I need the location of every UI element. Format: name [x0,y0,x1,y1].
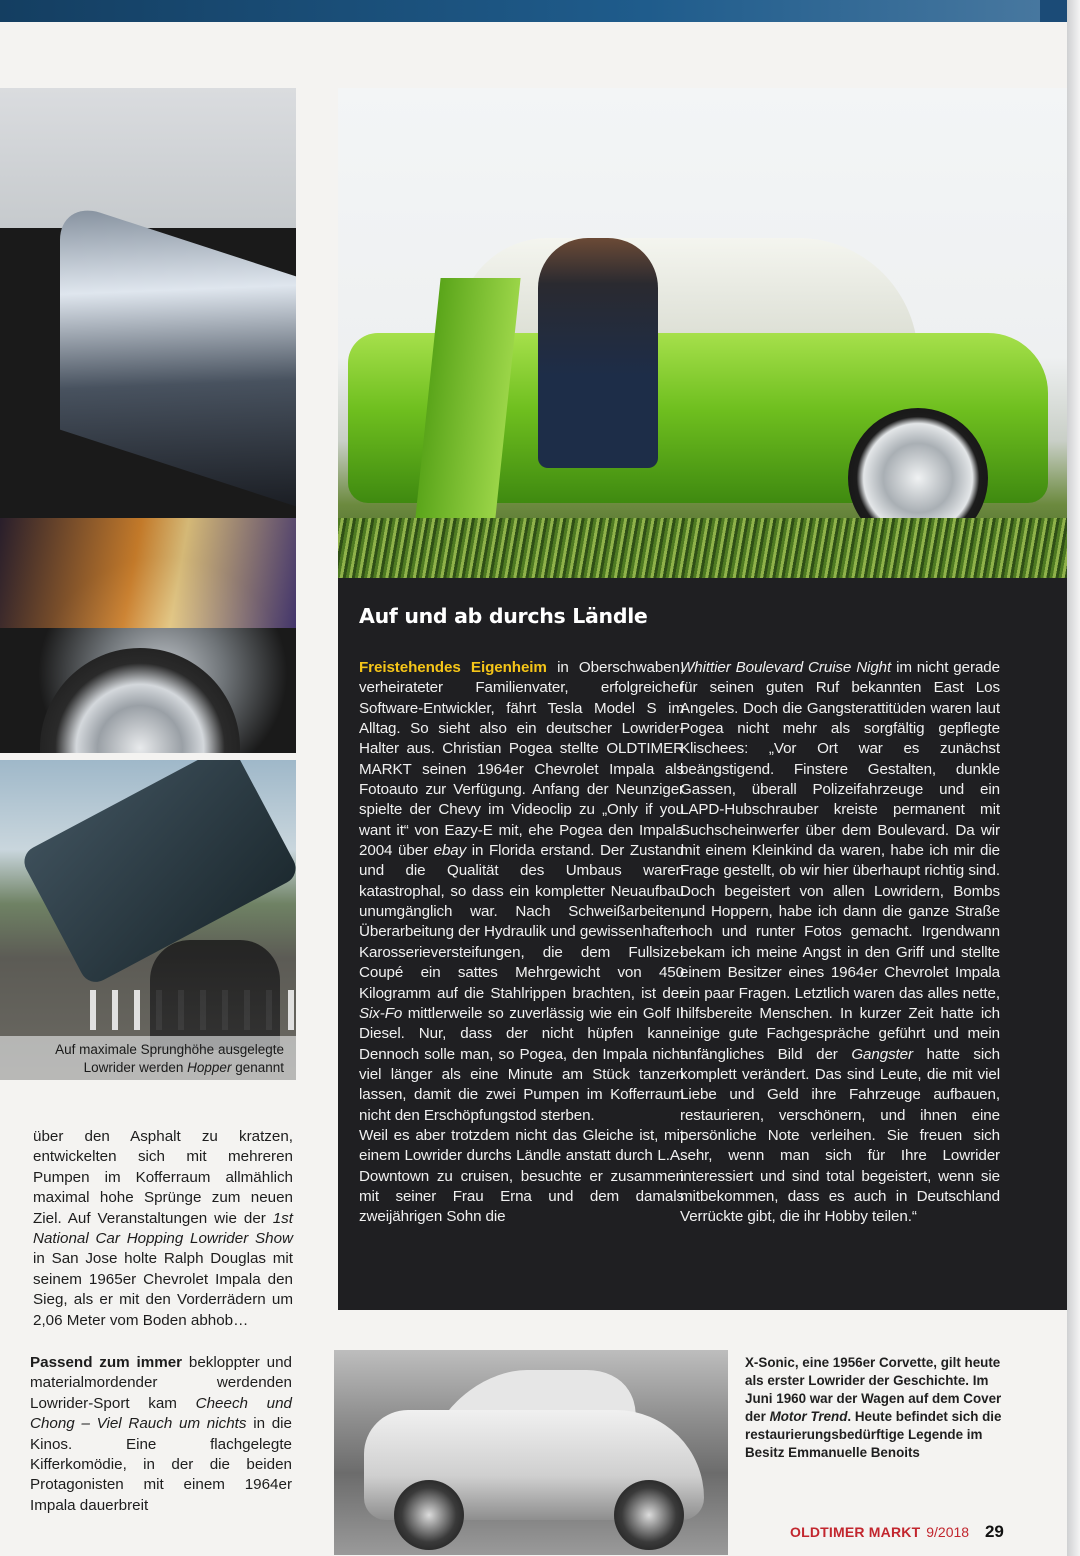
body-em: Cheech und Chong – Viel Rauch um nichts [30,1394,292,1433]
caption-corvette-text-2: . Heute befindet sich die restaurierungsbedürftige Legende im Besitz Emmanuelle Benoits [745,1409,1002,1461]
photo-corvette [334,1350,728,1555]
photo-car-window [60,200,296,507]
photo-driver [538,238,658,468]
box-text: hatte sich komplett verändert. Das sind Leute, die mit viel Liebe und Geld ihre Fahrzeuge aufbauen, restaurieren, verschönern, und ihnen eine persönliche Note verleihen. Sie freuen sich sehr, wenn man sich für Ihre Lowrider interessiert und sind total begeistert, wenn sie mitbekommen, dass es auch in Deutschland Verrückte gibt, die ihr Hobby teilen.“ [680,1045,1000,1226]
caption-corvette-text-1: X-Sonic, eine 1956er Corvette, gilt heute als erster Lowrider der Geschichte. Im Juni 1960 war der Wagen auf dem Cover der [745,1355,1002,1425]
caption-hopper-text-2: genannt [231,1060,284,1075]
body-text: bekloppter und materialmordender werdenden Lowrider-Sport kam [30,1354,292,1412]
photo-sky [0,88,296,228]
photo-hopper [0,760,296,1080]
body-text-left-1 [33,1127,293,1331]
footer-issue: 9/2018 [926,1524,970,1540]
caption-hopper [0,1036,296,1080]
body-text: in San Jose holte Ralph Douglas mit seinem 1965er Chevrolet Impala den Sieg, als er mit den Vorderrädern um 2,06 Meter vom Boden abhob… [33,1250,293,1329]
page-footer [790,1522,1004,1546]
box-text: in Oberschwaben, verheirateter Familienvater, erfolgreicher Software-Entwickler, fährt Tesla Model S im Alltag. So sieht also ein deutscher Lowrider-Halter aus. Christian Pogea stellte OLDTIMER MARKT seinen 1964er Chevrolet Impala als Fotoauto zur Verfügung. Anfang der Neunziger spielte der Chevy im Videoclip zu „Only if you want it“ von Eazy-E mit, ehe Pogea den Impala 2004 über [359,659,684,860]
photo-airbrush-mural [0,518,296,628]
photo-wire-wheel [40,648,240,753]
box-paragraph-1 [359,658,684,1126]
photo-corvette-wheel [394,1480,464,1550]
box-text: im nicht gerade für seinen guten Ruf bekannten East Los Angeles. Doch die Gangsterattitüden waren laut Pogea nicht mehr als sorgfältig gepflegte Klischees: „Vor Ort war es zunächst beängstigend. Finstere Gestalten, dunkle Gassen, überall Polizeifahrzeuge und ein LAPD-Hubschrauber kreiste permanent mit Suchscheinwerfer über dem Boulevard. Da wir mit einem Kleinkind da waren, habe ich mir die Frage gestellt, ob wir hier überhaupt richtig sind. Doch begeistert von allen Lowridern, Bombs und Hoppern, habe ich dann die ganze Straße hoch und runter Fotos gemacht. Irgendwann bekam ich meine Angst in den Griff und stellte einem Besitzer eines 1964er Chevrolet Impala ein paar Fragen. Letztlich waren das alles nette, hilfsbereite Menschen. In kurzer Zeit hatte ich einige gute Fachgespräche geführt und mein anfängliches Bild der [680,659,1000,1063]
box-paragraph-3 [680,658,1000,1228]
caption-corvette [745,1354,1005,1463]
caption-hopper-em: Hopper [187,1060,232,1075]
body-em: 1st National Car Hopping Lowrider Show [33,1209,293,1248]
caption-corvette-em: Motor Trend [769,1409,848,1425]
footer-magazine: OLDTIMER MARKT [790,1524,921,1540]
body-text-left-2 [30,1353,292,1516]
photo-corvette-wheel [614,1480,684,1550]
photo-main-impala [338,88,1067,578]
page-edge-shadow [1067,0,1080,1556]
box-title: Auf und ab durchs Ländle [359,604,648,628]
box-lead: Freistehendes Eigenheim [359,659,547,676]
body-lead: Passend zum immer [30,1354,183,1371]
box-paragraph-2: Weil es aber trotzdem nicht das Gleiche ist, mit einem Lowrider durchs Ländle anstatt durch L.A. Downtown zu cruisen, besuchte er zusammen mit seiner Frau Erna und dem damals zweijährigen Sohn die [359,1126,684,1226]
photo-spectators [150,940,280,1050]
box-em: Six-Fo [359,1004,403,1022]
body-text: über den Asphalt zu kratzen, entwickelten sich mit mehreren Pumpen im Kofferraum allmählich maximal hohe Sprünge zum neuen Ziel. Auf Veranstaltungen wie der [33,1128,293,1227]
photo-lowrider-detail [0,88,296,753]
box-column-1 [359,658,684,1228]
top-color-strip [0,0,1080,22]
body-text: in die Kinos. Eine flachgelegte Kifferkomödie, in der die beiden Protagonisten mit einem 1964er Impala dauerbreit [30,1415,292,1514]
box-text: in Florida erstand. Der Zustand und die Qualität des Umbaus waren katastrophal, so dass ein kompletter Neuaufbau unumgänglich war. Nach Schweißarbeiten, Überarbeitung der Hydraulik und gewissenhaften Karosserieversteifungen, die dem Fullsize-Coupé ein sattes Mehrgewicht von 450 Kilogramm auf die Stahlrippen brachten, ist der [359,842,684,1002]
caption-hopper-text-1: Auf maximale Sprunghöhe ausgelegte Lowrider werden [55,1042,284,1075]
box-column-2 [680,658,1000,1228]
box-em: ebay [433,842,467,860]
photo-grass [338,518,1067,578]
box-text: mittlerweile so zuverlässig wie ein Golf II Diesel. Nur, dass der nicht hüpfen kann. Dennoch solle man, so Pogea, den Impala nicht viel länger als eine Minute am Stück tanzen lassen, damit die zwei Pumpen im Kofferraum nicht den Erschöpfungstod sterben. [359,1004,684,1124]
page-number: 29 [984,1522,1004,1541]
box-em: Whittier Boulevard Cruise Night [680,659,892,676]
box-em: Gangster [851,1045,913,1063]
sidebar-box [338,578,1067,1310]
